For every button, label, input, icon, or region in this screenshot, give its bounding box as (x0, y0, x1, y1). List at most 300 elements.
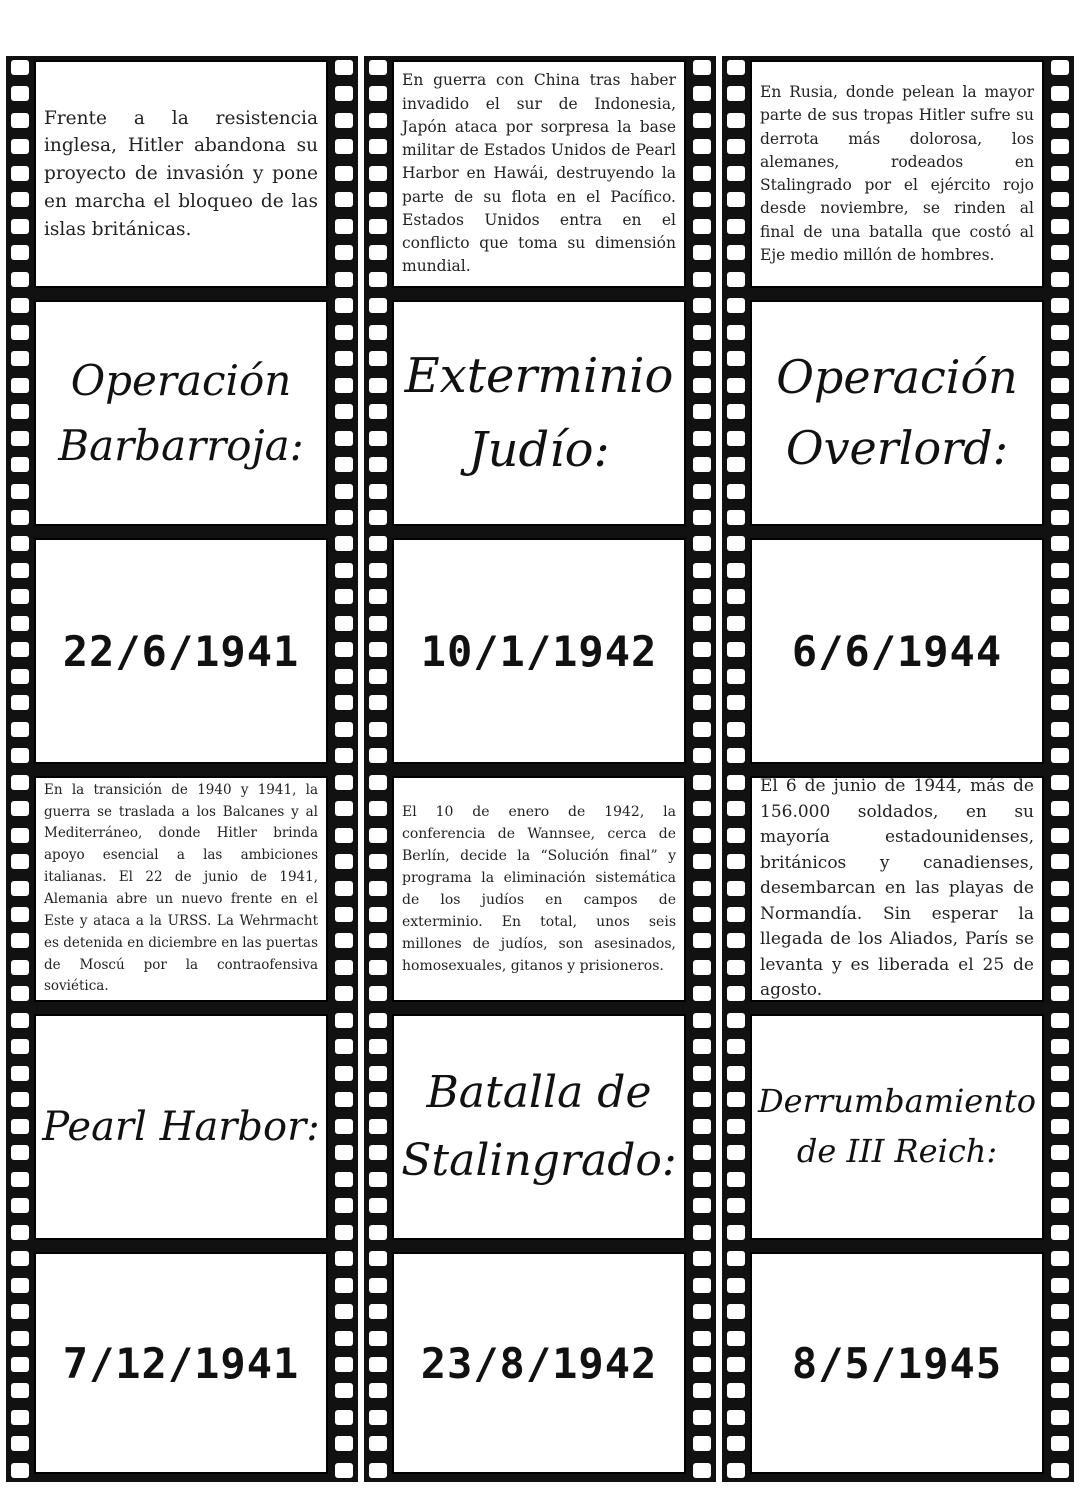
film-perforation (1051, 616, 1069, 631)
film-perforation (335, 60, 353, 75)
film-perforation (335, 775, 353, 790)
film-perforation (369, 1304, 387, 1319)
film-perforation (727, 642, 745, 657)
film-perforation (11, 589, 29, 604)
film-frame (392, 776, 686, 1002)
film-perforation (11, 536, 29, 551)
event-description: En guerra con China tras haber invadido el sur de Indonesia, Japón ataca por sorpresa la base militar de Estados Unidos de Pearl Harbor en Hawái, destruyendo la parte de su flota en el Pacífico. Estados Unidos entra en el conflicto que toma su dimensión mundial. (402, 71, 676, 276)
film-perforation (369, 722, 387, 737)
event-title-line: Stalingrado: (401, 1135, 677, 1186)
film-perforation (1051, 1066, 1069, 1081)
film-perforation (693, 272, 711, 287)
film-perforation (335, 86, 353, 101)
film-perforation (11, 960, 29, 975)
film-perforation (369, 669, 387, 684)
film-perforation (693, 86, 711, 101)
film-perforation (369, 1331, 387, 1346)
film-perforation (369, 484, 387, 499)
film-perforations-left (727, 60, 745, 1478)
film-perforation (1051, 1331, 1069, 1346)
film-perforation (369, 775, 387, 790)
film-perforation (693, 563, 711, 578)
film-perforation (727, 404, 745, 419)
film-perforation (11, 1278, 29, 1293)
film-perforation (369, 642, 387, 657)
film-perforation (369, 431, 387, 446)
event-title-line: Judío: (468, 422, 610, 478)
film-perforation (1051, 325, 1069, 340)
film-perforation (727, 563, 745, 578)
film-perforation (693, 60, 711, 75)
film-perforation (1051, 960, 1069, 975)
film-perforation (1051, 219, 1069, 234)
film-frame (392, 60, 686, 288)
film-perforation (11, 695, 29, 710)
film-perforation (335, 1251, 353, 1266)
film-perforation (693, 695, 711, 710)
film-perforation (727, 86, 745, 101)
film-perforation (11, 669, 29, 684)
film-perforation (1051, 431, 1069, 446)
film-perforation (11, 1304, 29, 1319)
event-title-line: Exterminio (404, 347, 674, 404)
film-perforation (335, 219, 353, 234)
film-perforation (335, 1119, 353, 1134)
film-perforation (1051, 139, 1069, 154)
event-title-line: Operación (70, 355, 292, 405)
event-title (399, 339, 680, 488)
film-perforation (693, 1225, 711, 1240)
film-strip (722, 56, 1074, 1482)
film-perforation (1051, 881, 1069, 896)
film-perforation (11, 113, 29, 128)
film-perforation (11, 1145, 29, 1160)
film-perforation (335, 933, 353, 948)
film-perforation (727, 801, 745, 816)
film-frame (34, 1014, 328, 1240)
film-perforation (369, 563, 387, 578)
film-perforation (11, 245, 29, 260)
film-perforation (727, 1225, 745, 1240)
film-perforation (693, 192, 711, 207)
film-perforation (335, 1145, 353, 1160)
film-perforation (369, 1436, 387, 1451)
film-perforation (11, 1092, 29, 1107)
film-perforation (693, 775, 711, 790)
film-perforation (1051, 854, 1069, 869)
film-perforation (335, 325, 353, 340)
film-perforation (335, 616, 353, 631)
film-perforation (11, 510, 29, 525)
film-perforation (727, 351, 745, 366)
film-perforation (335, 881, 353, 896)
film-perforation (1051, 1463, 1069, 1478)
film-perforation (727, 1463, 745, 1478)
film-frame (750, 60, 1044, 288)
film-perforation (727, 298, 745, 313)
film-perforation (369, 616, 387, 631)
event-title-line: Operación (776, 349, 1018, 404)
film-perforation (693, 1198, 711, 1213)
film-perforation (335, 1013, 353, 1028)
film-perforation (335, 1436, 353, 1451)
film-perforation (727, 245, 745, 260)
event-description: El 6 de junio de 1944, más de 156.000 soldados, en su mayoría estadounidenses, británicos y canadienses, desembarcan en las playas de Normandía. Sin esperar la llegada de los Aliados, París se levanta y es liberada el 25 de agosto. (760, 776, 1034, 1001)
film-perforation (369, 536, 387, 551)
film-perforation (1051, 1119, 1069, 1134)
event-title-line: Batalla de (426, 1066, 652, 1118)
film-perforation (11, 60, 29, 75)
film-perforation (727, 1331, 745, 1346)
film-perforation (1051, 510, 1069, 525)
film-perforation (693, 1066, 711, 1081)
film-perforation (335, 1304, 353, 1319)
film-perforation (727, 1436, 745, 1451)
film-frame (34, 300, 328, 526)
film-perforation (11, 881, 29, 896)
film-perforation (369, 1278, 387, 1293)
film-perforation (335, 801, 353, 816)
film-perforation (11, 192, 29, 207)
film-perforation (335, 589, 353, 604)
film-frame (34, 1252, 328, 1474)
event-date: 8/5/1945 (791, 1338, 1003, 1388)
film-perforation (369, 351, 387, 366)
film-perforation (727, 1357, 745, 1372)
film-perforation (11, 854, 29, 869)
film-frame (750, 538, 1044, 764)
film-perforation (335, 907, 353, 922)
film-perforation (693, 669, 711, 684)
film-perforation (11, 1119, 29, 1134)
film-perforation (693, 1013, 711, 1028)
film-perforation (369, 748, 387, 763)
film-perforation (693, 378, 711, 393)
film-perforation (693, 616, 711, 631)
film-perforation (693, 642, 711, 657)
film-perforations-left (11, 60, 29, 1478)
film-perforation (1051, 1436, 1069, 1451)
film-perforation (1051, 828, 1069, 843)
film-perforation (335, 1198, 353, 1213)
film-perforation (11, 748, 29, 763)
film-perforation (11, 351, 29, 366)
film-perforation (369, 1383, 387, 1398)
film-perforations-right (1051, 60, 1069, 1478)
film-perforation (1051, 1145, 1069, 1160)
event-title (752, 1077, 1042, 1176)
film-perforation (1051, 1039, 1069, 1054)
film-perforation (335, 1039, 353, 1054)
film-perforation (727, 1304, 745, 1319)
film-perforation (11, 986, 29, 1001)
film-perforation (369, 695, 387, 710)
film-perforation (11, 1436, 29, 1451)
film-perforation (335, 1278, 353, 1293)
film-perforation (693, 1357, 711, 1372)
film-perforation (727, 1251, 745, 1266)
film-perforation (693, 431, 711, 446)
film-perforation (369, 1172, 387, 1187)
film-perforation (369, 960, 387, 975)
film-perforation (1051, 404, 1069, 419)
film-perforation (693, 748, 711, 763)
film-perforation (11, 1013, 29, 1028)
film-perforation (693, 854, 711, 869)
film-perforation (693, 1410, 711, 1425)
film-perforation (335, 457, 353, 472)
film-perforation (369, 907, 387, 922)
film-perforation (335, 722, 353, 737)
film-perforation (727, 933, 745, 948)
film-perforation (727, 589, 745, 604)
film-perforation (1051, 1357, 1069, 1372)
film-perforation (11, 457, 29, 472)
film-perforation (369, 986, 387, 1001)
film-perforation (11, 642, 29, 657)
film-perforations-right (693, 60, 711, 1478)
film-perforation (727, 113, 745, 128)
event-description: Frente a la resistencia inglesa, Hitler abandona su proyecto de invasión y pone en marcha el bloqueo de las islas británicas. (44, 107, 318, 240)
film-perforation (335, 1092, 353, 1107)
film-perforation (693, 457, 711, 472)
film-perforation (335, 404, 353, 419)
film-perforations-left (369, 60, 387, 1478)
film-perforation (11, 828, 29, 843)
film-perforation (369, 1013, 387, 1028)
film-perforation (693, 1331, 711, 1346)
film-perforation (1051, 1383, 1069, 1398)
film-perforation (693, 801, 711, 816)
film-perforation (693, 1436, 711, 1451)
film-perforation (1051, 351, 1069, 366)
film-frame (34, 538, 328, 764)
film-perforation (369, 219, 387, 234)
film-perforation (693, 1145, 711, 1160)
film-perforation (727, 1410, 745, 1425)
film-perforation (1051, 1225, 1069, 1240)
event-date: 22/6/1941 (62, 626, 300, 676)
film-perforation (369, 166, 387, 181)
film-frame (750, 1014, 1044, 1240)
film-perforation (693, 351, 711, 366)
film-perforation (335, 192, 353, 207)
event-title-line: Pearl Harbor: (42, 1104, 320, 1150)
film-perforation (1051, 775, 1069, 790)
film-perforation (11, 1198, 29, 1213)
film-perforation (1051, 1251, 1069, 1266)
film-perforation (335, 748, 353, 763)
film-perforation (727, 1172, 745, 1187)
film-perforation (1051, 722, 1069, 737)
film-perforation (727, 536, 745, 551)
film-perforation (727, 166, 745, 181)
film-perforation (335, 113, 353, 128)
film-perforation (335, 854, 353, 869)
film-perforation (693, 536, 711, 551)
film-perforation (693, 219, 711, 234)
film-perforation (369, 378, 387, 393)
film-perforation (693, 139, 711, 154)
film-perforation (1051, 86, 1069, 101)
film-perforation (1051, 563, 1069, 578)
film-perforation (335, 536, 353, 551)
film-perforation (11, 1172, 29, 1187)
film-perforation (335, 563, 353, 578)
film-perforation (369, 828, 387, 843)
film-perforation (1051, 1410, 1069, 1425)
film-perforation (11, 1331, 29, 1346)
film-perforation (11, 933, 29, 948)
event-description: En la transición de 1940 y 1941, la guerra se traslada a los Balcanes y al Mediterráneo, donde Hitler brinda apoyo esencial a las ambiciones italianas. El 22 de junio de 1941, Alemania abre un nuevo frente en el Este y ataca a la URSS. La Wehrmacht es detenida en diciembre en las puertas de Moscú por la contraofensiva soviética. (44, 781, 318, 995)
film-perforation (727, 722, 745, 737)
film-perforation (369, 510, 387, 525)
event-description: En Rusia, donde pelean la mayor parte de sus tropas Hitler sufre su derrota más dolorosa, los alemanes, rodeados en Stalingrado por el ejército rojo desde noviembre, se rinden al final de una batalla que costó al Eje medio millón de hombres. (760, 83, 1034, 264)
film-perforation (727, 219, 745, 234)
event-title-line: de III Reich: (796, 1132, 998, 1170)
event-title-line: Derrumbamiento (758, 1082, 1036, 1121)
event-date: 6/6/1944 (791, 626, 1003, 676)
film-perforation (369, 1066, 387, 1081)
film-perforation (1051, 695, 1069, 710)
film-perforation (11, 272, 29, 287)
film-perforation (693, 166, 711, 181)
film-perforation (693, 960, 711, 975)
film-perforation (727, 1013, 745, 1028)
film-perforation (335, 245, 353, 260)
event-date: 10/1/1942 (420, 626, 658, 676)
film-perforation (693, 933, 711, 948)
film-perforation (369, 60, 387, 75)
film-perforation (11, 431, 29, 446)
film-perforation (369, 801, 387, 816)
film-perforation (693, 113, 711, 128)
event-title-line: Overlord: (785, 421, 1009, 475)
film-perforation (693, 828, 711, 843)
film-perforation (727, 457, 745, 472)
film-perforation (335, 272, 353, 287)
film-perforation (1051, 60, 1069, 75)
film-perforation (11, 1410, 29, 1425)
film-perforation (335, 669, 353, 684)
film-perforation (11, 775, 29, 790)
film-perforation (693, 722, 711, 737)
film-perforation (727, 1383, 745, 1398)
film-perforation (369, 1410, 387, 1425)
film-frame (392, 300, 686, 526)
film-perforation (693, 881, 711, 896)
film-perforation (1051, 933, 1069, 948)
film-perforation (693, 1119, 711, 1134)
film-perforation (1051, 484, 1069, 499)
film-frame (750, 776, 1044, 1002)
film-frame (34, 60, 328, 288)
film-perforation (335, 1383, 353, 1398)
film-perforation (369, 298, 387, 313)
film-perforation (335, 1331, 353, 1346)
film-perforation (369, 272, 387, 287)
film-perforation (335, 1463, 353, 1478)
film-perforation (369, 1145, 387, 1160)
film-perforation (1051, 669, 1069, 684)
film-perforation (693, 298, 711, 313)
film-perforations-right (335, 60, 353, 1478)
film-perforation (11, 1463, 29, 1478)
film-perforation (1051, 272, 1069, 287)
film-perforation (335, 986, 353, 1001)
film-perforation (693, 245, 711, 260)
film-perforation (369, 854, 387, 869)
film-perforation (727, 881, 745, 896)
film-perforation (1051, 298, 1069, 313)
film-perforation (693, 325, 711, 340)
film-perforation (1051, 192, 1069, 207)
film-perforation (693, 484, 711, 499)
film-perforation (693, 1278, 711, 1293)
film-perforation (335, 1357, 353, 1372)
film-perforation (693, 986, 711, 1001)
film-perforation (693, 589, 711, 604)
film-perforation (727, 1278, 745, 1293)
film-perforation (11, 801, 29, 816)
film-perforation (693, 1251, 711, 1266)
film-perforation (1051, 589, 1069, 604)
film-perforation (335, 960, 353, 975)
film-perforation (693, 510, 711, 525)
film-frame (392, 538, 686, 764)
film-perforation (1051, 113, 1069, 128)
film-perforation (727, 828, 745, 843)
film-perforation (11, 1039, 29, 1054)
event-description: El 10 de enero de 1942, la conferencia de Wannsee, cerca de Berlín, decide la “Solución final” y programa la eliminación sistemática de los judíos en campos de exterminio. En total, unos seis millones de judíos, son asesinados, homosexuales, gitanos y prisioneros. (402, 803, 676, 975)
film-perforation (693, 1463, 711, 1478)
film-perforation (1051, 378, 1069, 393)
film-perforation (369, 1225, 387, 1240)
event-title (770, 342, 1024, 485)
film-perforation (11, 219, 29, 234)
film-perforation (1051, 1013, 1069, 1028)
film-perforation (11, 1383, 29, 1398)
film-perforation (693, 1383, 711, 1398)
film-perforation (727, 669, 745, 684)
film-perforation (727, 748, 745, 763)
film-perforation (11, 1357, 29, 1372)
film-perforation (693, 1172, 711, 1187)
film-perforation (335, 351, 353, 366)
film-frame (750, 1252, 1044, 1474)
film-perforation (11, 1251, 29, 1266)
film-perforation (335, 828, 353, 843)
film-perforation (727, 854, 745, 869)
film-perforation (335, 1410, 353, 1425)
film-perforation (727, 960, 745, 975)
film-frame (750, 300, 1044, 526)
film-perforation (369, 1198, 387, 1213)
film-perforation (1051, 986, 1069, 1001)
film-perforation (11, 1066, 29, 1081)
film-perforation (727, 775, 745, 790)
film-perforation (727, 378, 745, 393)
film-perforation (369, 933, 387, 948)
film-perforation (693, 1092, 711, 1107)
film-perforation (335, 1066, 353, 1081)
film-perforation (335, 298, 353, 313)
film-perforation (369, 139, 387, 154)
film-perforation (369, 1092, 387, 1107)
film-perforation (335, 139, 353, 154)
film-perforation (727, 1039, 745, 1054)
film-perforation (369, 404, 387, 419)
